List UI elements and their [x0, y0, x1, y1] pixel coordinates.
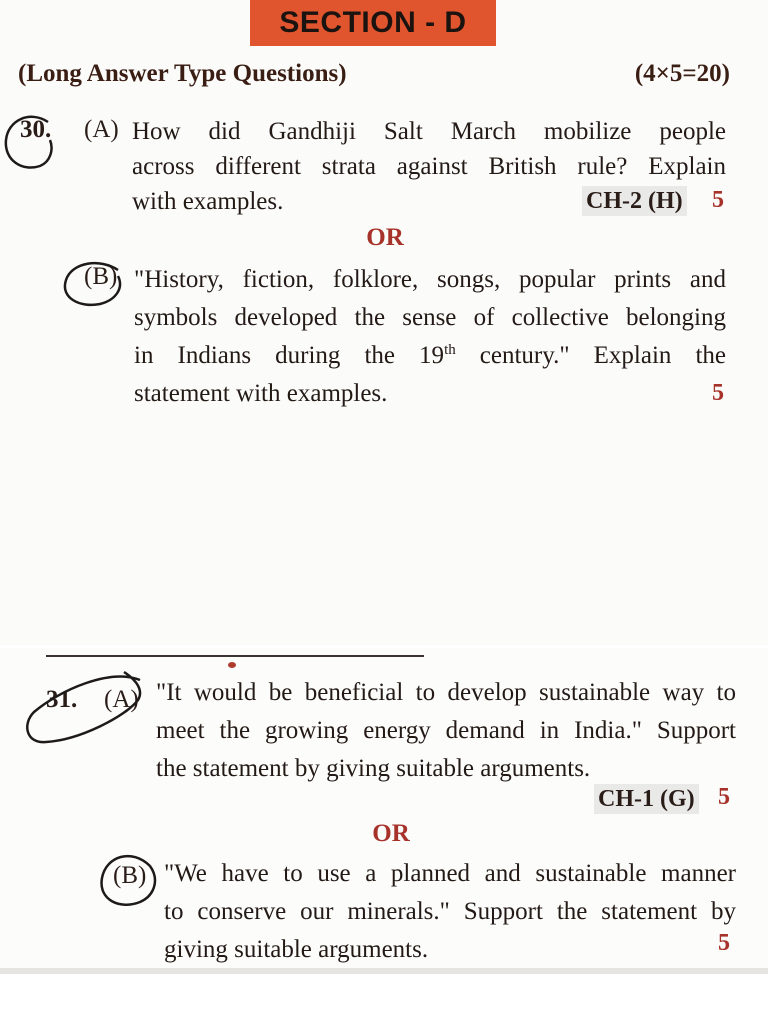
text-line: How did Gandhiji Salt March mobilize people: [132, 118, 726, 145]
text-line: with examples.: [132, 188, 284, 215]
part-b-label: (B): [113, 862, 147, 889]
text-line: giving suitable arguments.: [164, 936, 429, 963]
section-title: SECTION - D: [250, 0, 496, 46]
superscript: th: [444, 342, 456, 358]
ink-dot: [228, 662, 236, 668]
chapter-tag: CH-2 (H): [582, 186, 687, 216]
marks-label: 5: [712, 187, 724, 213]
text-fragment: century." Explain the: [455, 342, 726, 369]
chapter-tag: CH-1 (G): [594, 784, 699, 814]
part-a-label: (A): [104, 686, 139, 713]
text-line: "History, fiction, folklore, songs, popular prints and: [134, 266, 726, 293]
divider: [46, 655, 424, 657]
marks-label: 5: [718, 784, 730, 810]
question-30b-text: [134, 261, 726, 413]
question-31a-text: [156, 674, 736, 788]
marks-scheme: (4×5=20): [634, 60, 730, 87]
text-line: "We have to use a planned and sustainable manner: [164, 860, 736, 887]
part-a-label: (A): [84, 116, 119, 143]
text-line: "It would be beneficial to develop sustainable way to: [156, 679, 736, 706]
question-number: 31.: [46, 686, 78, 713]
question-type-label: (Long Answer Type Questions): [18, 60, 347, 87]
text-line: statement with examples.: [134, 380, 388, 407]
text-line: meet the growing energy demand in India." Support: [156, 717, 736, 744]
part-b-label: (B): [84, 263, 118, 290]
or-separator: OR: [366, 224, 404, 251]
text-line: the statement by giving suitable arguments.: [156, 755, 591, 782]
text-line-with-superscript: [134, 337, 726, 375]
marks-label: 5: [718, 930, 730, 956]
question-number: 30.: [20, 116, 52, 143]
text-line: to conserve our minerals." Support the statement by: [164, 898, 736, 925]
section-header: [18, 60, 730, 88]
or-separator: OR: [372, 820, 410, 847]
text-line: across different strata against British rule? Explain: [132, 153, 726, 180]
marks-label: 5: [712, 380, 724, 406]
question-31b-text: [164, 855, 736, 969]
text-fragment: in Indians during the 19: [134, 342, 445, 369]
text-line: symbols developed the sense of collective belonging: [134, 304, 726, 331]
